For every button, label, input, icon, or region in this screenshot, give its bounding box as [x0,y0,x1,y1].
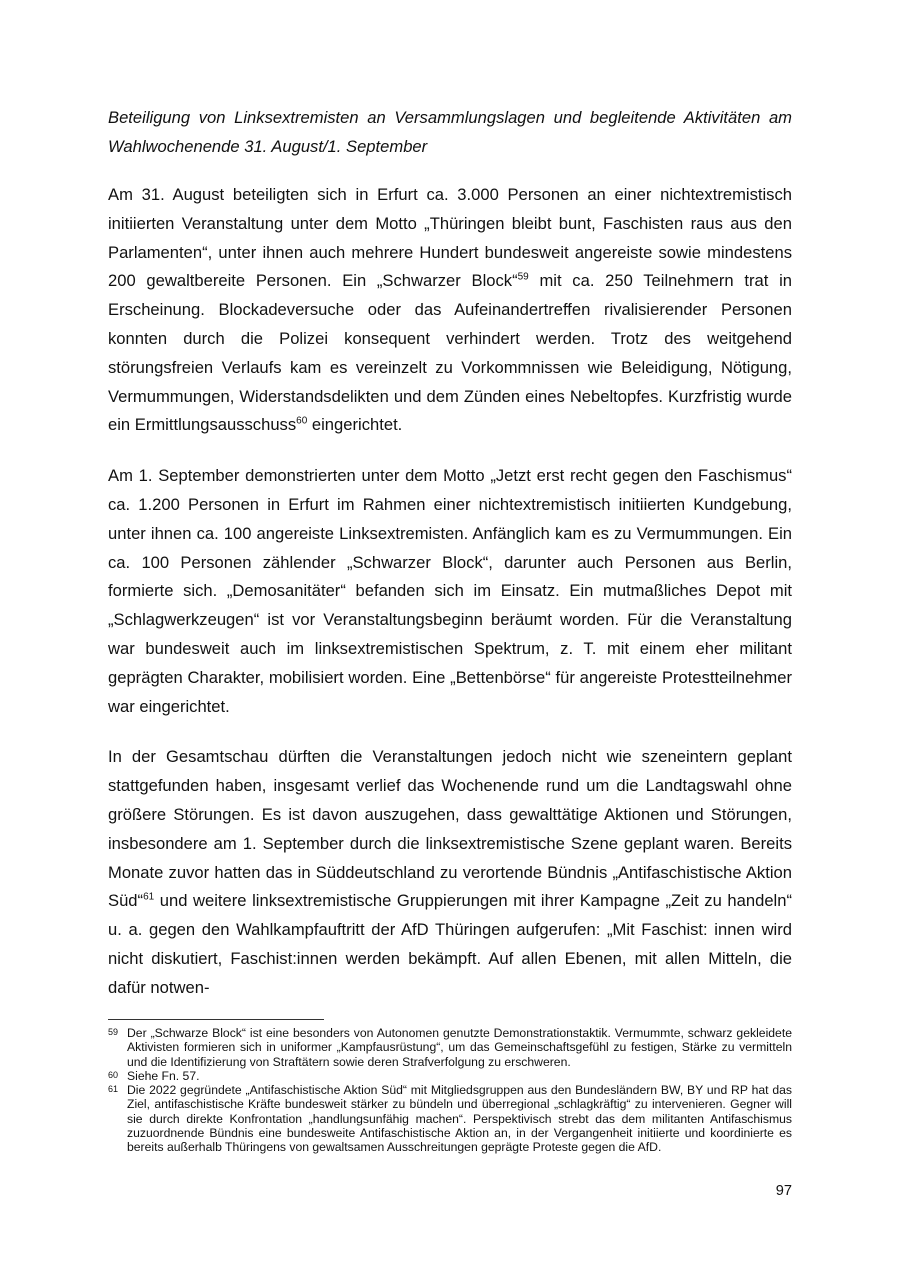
paragraph-2-text: Am 1. September demonstrierten unter dem Motto „Jetzt erst recht gegen den Faschismus“ ca. 1.200 Personen in Erfurt im Rahmen einer nichtextremistisch initiierten Kundgebung, unter ihnen ca. 100 angereiste Linksextremisten. Anfänglich kam es zu Vermummungen. Ein ca. 100 Personen zählender „Schwarzer Block“, darunter auch Personen aus Berlin, formierte sich. „Demosanitäter“ befanden sich im Einsatz. Ein mutmaßliches Depot mit „Schlagwerkzeugen“ ist vor Veranstaltungsbeginn beräumt worden. Für die Veranstaltung war bundesweit auch im linksextremistischen Spektrum, z. T. mit einem eher militant geprägten Charakter, mobilisiert worden. Eine „Bettenbörse“ für angereiste Protestteilnehmer war eingerichtet. [108,466,792,716]
footnote-divider [108,1019,324,1020]
paragraph-3-text-a: In der Gesamtschau dürften die Veranstaltungen jedoch nicht wie szeneintern geplant stattgefunden haben, insgesamt verlief das Wochenende rund um die Landtagswahl ohne größere Störungen. Es ist davon auszugehen, dass gewalttätige Aktionen und Störungen, insbesondere am 1. September durch die linksextremistische Szene geplant waren. Bereits Monate zuvor hatten das in Süddeutschland zu verortende Bündnis „Antifaschistische Aktion Süd“ [108,747,792,911]
footnotes [108,1026,792,1155]
paragraph-1 [108,181,792,440]
paragraph-2 [108,462,792,721]
paragraph-1-text-a: Am 31. August beteiligten sich in Erfurt ca. 3.000 Personen an einer nichtextremistisch initiierten Veranstaltung unter dem Motto „Thüringen bleibt bunt, Faschisten raus aus den Parlamenten“, unter ihnen auch mehrere Hundert bundesweit angereiste sowie mindestens 200 gewaltbereite Personen. Ein „Schwarzer Block“ [108,185,792,291]
paragraph-3-text-b: und weitere linksextremistische Gruppierungen mit ihrer Kampagne „Zeit zu handeln“ u. a. gegen den Wahlkampfauftritt der AfD Thüringen aufgerufen: „Mit Faschist: innen wird nicht diskutiert, Faschist:innen werden bekämpft. Auf allen Ebenen, mit allen Mitteln, die dafür notwen- [108,891,792,997]
footnote-ref-60[interactable]: 60 [296,415,308,427]
footnote-59 [108,1026,792,1069]
footnote-ref-61[interactable]: 61 [143,891,155,903]
footnote-ref-59[interactable]: 59 [517,271,529,283]
footnote-text: Der „Schwarze Block“ ist eine besonders von Autonomen genutzte Demonstrationstaktik. Vermummte, schwarz gekleidete Aktivisten formieren sich in uniformer „Kampfausrüstung“, um das Gemeinschaftsgefühl zu festigen, Stärke zu vermitteln und die Identifizierung von Straftätern sowie deren Strafverfolgung zu erschweren. [127,1026,792,1069]
main-content [108,103,792,1025]
page-number: 97 [775,1183,792,1199]
footnote-number: 59 [108,1027,119,1037]
footnote-number: 60 [108,1069,119,1080]
footnote-61 [108,1083,792,1154]
paragraph-1-text-b: mit ca. 250 Teilnehmern trat in Erscheinung. Blockadeversuche oder das Aufeinandertreffen rivalisierender Personen konnten durch die Polizei konsequent verhindert werden. Trotz des weitgehend störungsfreien Verlaufs kam es vereinzelt zu Vorkommnissen wie Beleidigung, Nötigung, Vermummungen, Widerstandsdelikten und dem Zünden eines Nebeltopfes. Kurzfristig wurde ein Ermittlungsausschuss [108,271,792,435]
section-heading: Beteiligung von Linksextremisten an Versammlungslagen und begleitende Aktivitäten am Wahlwochenende 31. August/1. September [108,108,792,156]
paragraph-1-text-c: eingerichtet. [307,415,403,435]
footnote-text: Siehe Fn. 57. [127,1068,200,1083]
footnote-60 [108,1069,792,1083]
footnote-number: 61 [108,1084,119,1095]
footnote-text: Die 2022 gegründete „Antifaschistische Aktion Süd“ mit Mitgliedsgruppen aus den Bundesländern BW, BY und RP hat das Ziel, antifaschistische Kräfte bundesweit stärker zu bündeln und überregional „schlagkräftig“ zu intervenieren. Gegner will sie durch direkte Konfrontation „handlungsunfähig machen“. Perspektivisch strebt das dem militanten Antifaschismus zuzuordnende Bündnis eine bundesweite Antifaschistische Aktion an, in der Vergangenheit initiierte und koordinierte es bereits außerhalb Thüringens von gewaltsamen Ausschreitungen geprägte Proteste gegen die AfD. [127,1083,792,1155]
paragraph-3 [108,743,792,1002]
